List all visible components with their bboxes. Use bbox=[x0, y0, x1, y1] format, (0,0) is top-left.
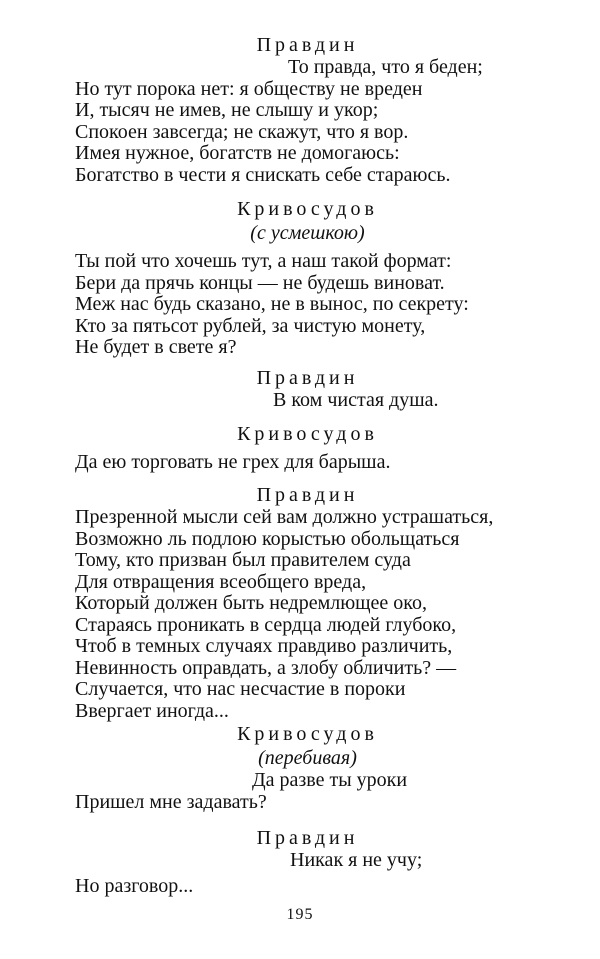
verse-line: То правда, что я беден; bbox=[288, 56, 483, 78]
verse-line: Чтоб в темных случаях правдиво различить, bbox=[75, 635, 453, 657]
speech-block-krivosudov-3 bbox=[75, 722, 540, 813]
verse-line: Ты пой что хочешь тут, а наш такой формат: bbox=[75, 250, 452, 272]
verse-line: Презренной мысли сей вам должно устрашаться, bbox=[75, 506, 494, 528]
verse-line: Имея нужное, богатств не домогаюсь: bbox=[75, 142, 400, 164]
speaker-name: Правдин bbox=[256, 367, 359, 389]
speaker-name: Правдин bbox=[256, 34, 359, 56]
speaker-name: Кривосудов bbox=[237, 198, 378, 220]
verse-line: Возможно ль подлою корыстью обольщаться bbox=[75, 527, 460, 550]
page-number: 195 bbox=[286, 906, 314, 923]
speech-block-pravdin-3 bbox=[75, 483, 540, 722]
verse-line: Случается, что нас несчастие в пороки bbox=[75, 678, 406, 700]
verse-line: Невинность оправдать, а злобу обличить? — bbox=[75, 656, 457, 679]
speech-block-pravdin-4 bbox=[75, 826, 540, 897]
verse-line: Тому, кто призван был правителем суда bbox=[75, 549, 411, 571]
verse-line: Никак я не учу; bbox=[290, 849, 423, 871]
verse-line: Но разговор... bbox=[75, 874, 194, 897]
speech-block-krivosudov-2 bbox=[75, 422, 540, 474]
speech-block-pravdin-2 bbox=[75, 366, 540, 412]
speech-block-pravdin-1 bbox=[75, 33, 540, 186]
verse-line: Кто за пятьсот рублей, за чистую монету, bbox=[75, 314, 426, 337]
verse-line: Стараясь проникать в сердца людей глубоко, bbox=[75, 613, 457, 636]
verse-line: Да ею торговать не грех для барыша. bbox=[75, 451, 391, 473]
verse-line: И, тысяч не имев, не слышу и укор; bbox=[75, 99, 379, 121]
speaker-name: Кривосудов bbox=[237, 723, 378, 745]
verse-line: Для отвращения всеобщего вреда, bbox=[75, 570, 367, 593]
verse-line: Богатство в чести я снискать себе стараюсь. bbox=[75, 163, 451, 186]
verse-line: Пришел мне задавать? bbox=[75, 790, 267, 813]
speech-block-krivosudov-1 bbox=[75, 197, 540, 359]
verse-line: Не будет в свете я? bbox=[75, 336, 237, 358]
speaker-name: Правдин bbox=[256, 484, 359, 506]
verse-line: Бери да прячь концы — не будешь виноват. bbox=[75, 271, 445, 294]
verse-line: Ввергает иногда... bbox=[75, 699, 229, 722]
verse-line: Но тут порока нет: я обществу не вреден bbox=[75, 77, 423, 100]
verse-line: Да разве ты уроки bbox=[252, 769, 408, 791]
speaker-name: Правдин bbox=[256, 827, 359, 849]
stage-direction: (перебивая) bbox=[258, 747, 357, 769]
stage-direction: (с усмешкою) bbox=[250, 222, 365, 244]
verse-line: Спокоен завсегда; не скажут, что я вор. bbox=[75, 120, 409, 143]
speaker-name: Кривосудов bbox=[237, 423, 378, 445]
verse-line: В ком чистая душа. bbox=[273, 389, 439, 411]
verse-line: Меж нас будь сказано, не в вынос, по секрету: bbox=[75, 293, 469, 315]
verse-line: Который должен быть недремлющее око, bbox=[75, 592, 428, 614]
